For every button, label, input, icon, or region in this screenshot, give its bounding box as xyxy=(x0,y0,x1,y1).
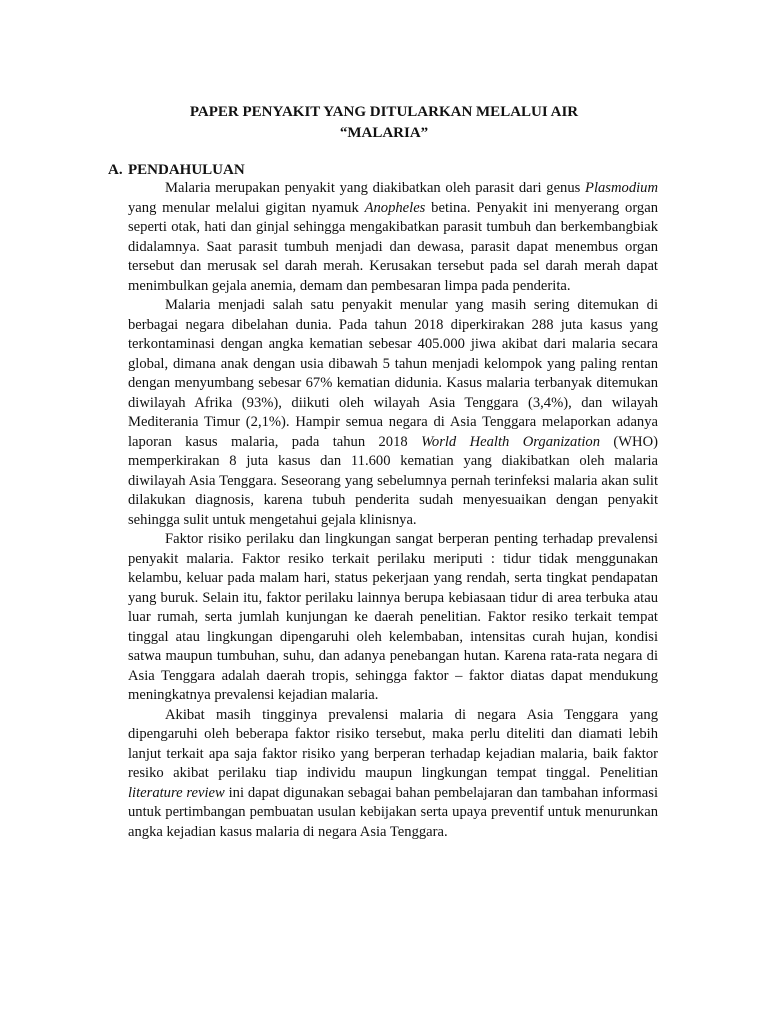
text-run: yang menular melalui gigitan nyamuk xyxy=(128,199,365,216)
section-heading-text: PENDAHULUAN xyxy=(128,162,245,178)
italic-term: World Health Organization xyxy=(421,433,601,450)
body-paragraph xyxy=(128,530,658,706)
body-paragraph xyxy=(128,706,658,843)
text-run: (WHO) memperkirakan 8 juta kasus dan 11.600 kematian yang diakibatkan oleh malaria diwilayah Asia Tenggara. Seseorang yang sebelumnya pernah terinfeksi malaria akan sulit dilakukan diagnosis, karena tubuh penderita sudah menyesuaikan dengan penyakit sehingga sulit untuk mengetahui gejala klinisnya. xyxy=(128,433,658,528)
text-run: Malaria menjadi salah satu penyakit menular yang masih sering ditemukan di berbagai negara dibelahan dunia. Pada tahun 2018 diperkirakan 288 juta kasus yang terkontaminasi dengan angka kematian sebesar 405.000 jiwa akibat dari malaria secara global, dimana anak dengan usia dibawah 5 tahun menjadi kelompok yang paling rentan dengan menyumbang sebesar 67% kematian didunia. Kasus malaria terbanyak ditemukan diwilayah Afrika (93%), diikuti oleh wilayah Asia Tenggara (3,4%), dan wilayah Mediterania Timur (2,1%). Hampir semua negara di Asia Tenggara melaporkan adanya laporan kasus malaria, pada tahun 2018 xyxy=(128,297,658,450)
body-text xyxy=(128,179,658,842)
text-run: Akibat masih tingginya prevalensi malaria di negara Asia Tenggara yang dipengaruhi oleh beberapa faktor risiko tersebut, maka perlu diteliti dan diamati lebih lanjut terkait apa saja faktor risiko yang berperan terhadap kejadian malaria, baik faktor resiko akibat perilaku tiap individu maupun lingkungan tempat tinggal. Penelitian xyxy=(128,706,658,781)
section-heading xyxy=(108,160,245,180)
italic-term: Plasmodium xyxy=(585,180,658,196)
title-line-2: “MALARIA” xyxy=(339,125,429,141)
document-title xyxy=(0,102,768,144)
text-run: Faktor risiko perilaku dan lingkungan sangat berperan penting terhadap prevalensi penyakit malaria. Faktor resiko terkait perilaku meriputi : tidur tidak menggunakan kelambu, keluar pada malam hari, status pekerjaan yang rendah, serta tingkat pendapatan yang buruk. Selain itu, faktor perilaku lainnya berupa kebiasaan tidur di area terbuka atau luar rumah, serta jumlah kunjungan ke daerah penelitian. Faktor resiko terkait tempat tinggal atau lingkungan dipengaruhi oleh kelembaban, intensitas curah hujan, kondisi satwa maupun tumbuhan, suhu, dan adanya penebangan hutan. Karena rata-rata negara di Asia Tenggara adalah daerah tropis, sehingga faktor – faktor diatas dapat mendukung meningkatnya prevalensi kejadian malaria. xyxy=(128,531,658,703)
text-run: Malaria merupakan penyakit yang diakibatkan oleh parasit dari genus xyxy=(165,180,586,196)
italic-term: literature review xyxy=(128,784,225,801)
body-paragraph xyxy=(128,179,658,296)
title-line-1: PAPER PENYAKIT YANG DITULARKAN MELALUI AIR xyxy=(189,104,579,120)
body-paragraph xyxy=(128,296,658,530)
section-number: A. xyxy=(108,162,123,178)
text-run: ini dapat digunakan sebagai bahan pembelajaran dan tambahan informasi untuk pertimbangan pembuatan usulan kebijakan serta upaya preventif untuk menurunkan angka kejadian kasus malaria di negara Asia Tenggara. xyxy=(128,784,658,840)
text-run: betina. Penyakit ini menyerang organ seperti otak, hati dan ginjal sehingga mengakibatkan parasit tumbuh dan berkembangbiak didalamnya. Saat parasit tumbuh menjadi dan dewasa, parasit dapat menembus organ tersebut dan merusak sel darah merah. Kerusakan tersebut pada sel darah merah dapat menimbulkan gejala anemia, demam dan pembesaran limpa pada penderita. xyxy=(128,199,658,294)
italic-term: Anopheles xyxy=(364,199,426,216)
